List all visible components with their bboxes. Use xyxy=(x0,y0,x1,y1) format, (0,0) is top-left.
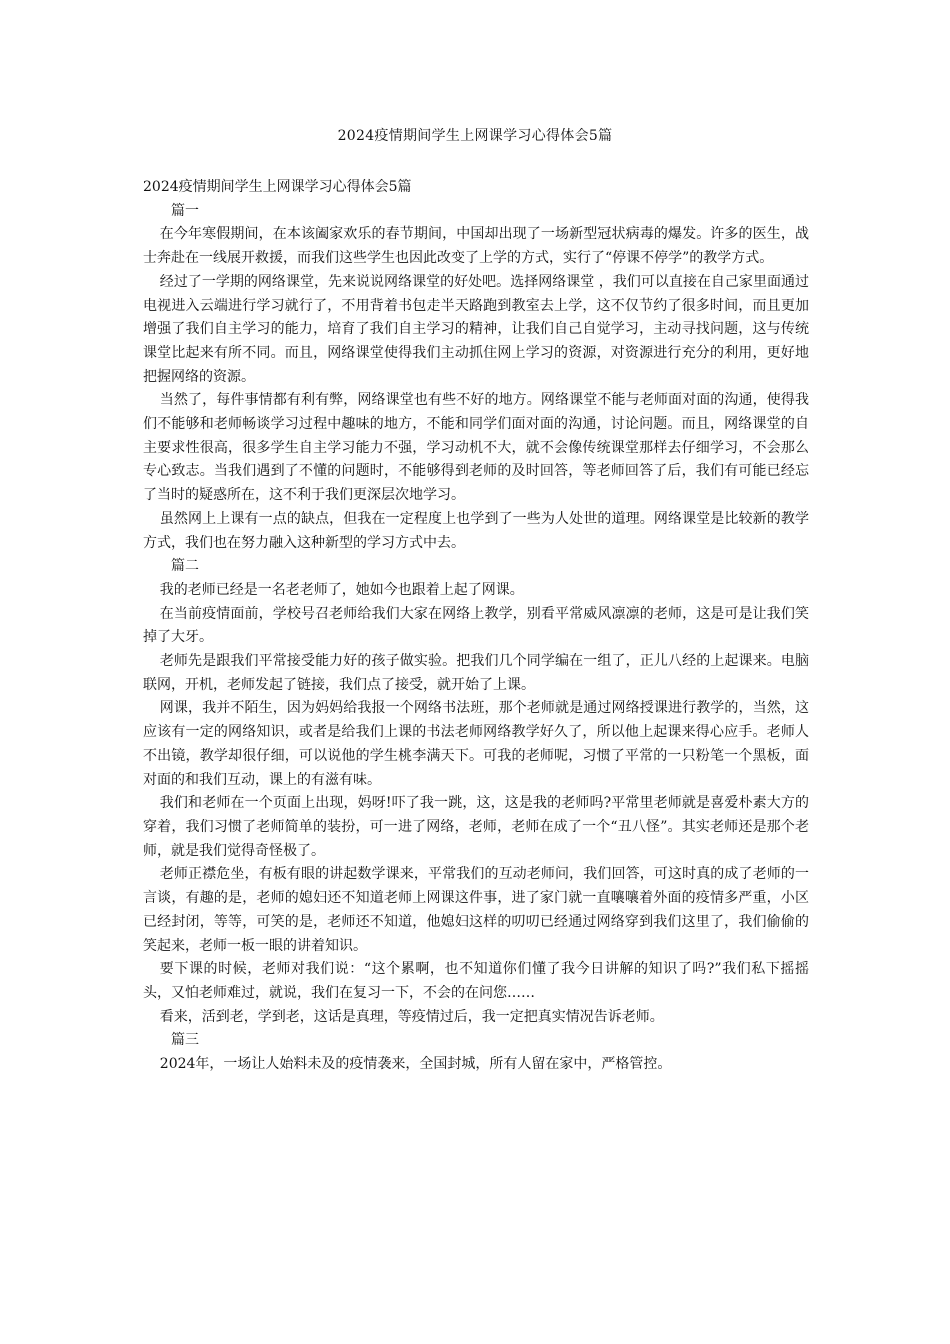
document-title: 2024疫情期间学生上网课学习心得体会5篇 xyxy=(337,128,613,144)
paragraph: 虽然网上上课有一点的缺点，但我在一定程度上也学到了一些为人处世的道理。网络课堂是比较新的教学方式，我们也在努力融入这种新型的学习方式中去。 xyxy=(143,510,809,551)
paragraph: 要下课的时候，老师对我们说：“这个累啊，也不知道你们懂了我今日讲解的知识了吗?”我们私下摇摇头，又怕老师难过，就说，我们在复习一下，不会的在问您…… xyxy=(143,961,809,1001)
paragraph: 看来，活到老，学到老，这话是真理，等疫情过后，我一定把真实情况告诉老师。 xyxy=(159,1008,664,1025)
document-subtitle: 2024疫情期间学生上网课学习心得体会5篇 xyxy=(143,179,412,195)
paragraph: 2024年，一场让人始料未及的疫情袭来，全国封城，所有人留在家中，严格管控。 xyxy=(159,1056,672,1073)
paragraph: 在当前疫情面前，学校号召老师给我们大家在网络上教学，别看平常威风凛凛的老师，这是可是让我们笑掉了大牙。 xyxy=(143,605,809,646)
document-body xyxy=(143,176,809,1077)
paragraph: 我们和老师在一个页面上出现，妈呀!吓了我一跳，这，这是我的老师吗?平常里老师就是喜爱朴素大方的穿着，我们习惯了老师简单的装扮，可一进了网络，老师，老师在成了一个“丑八怪”。其实老师还是那个老师，就是我们觉得奇怪极了。 xyxy=(143,795,809,859)
paragraph: 我的老师已经是一名老老师了，她如今也跟着上起了网课。 xyxy=(159,581,524,598)
paragraph: 在今年寒假期间，在本该阖家欢乐的春节期间，中国却出现了一场新型冠状病毒的爆发。许多的医生，战士奔赴在一线展开救援，而我们这些学生也因此改变了上学的方式，实行了“停课不停学”的教学方式。 xyxy=(143,226,809,267)
paragraph: 当然了，每件事情都有利有弊，网络课堂也有些不好的地方。网络课堂不能与老师面对面的沟通，使得我们不能够和老师畅谈学习过程中趣味的地方，不能和同学们面对面的沟通，讨论问题。而且，网络课堂的自主要求性很高，很多学生自主学习能力不强，学习动机不大，就不会像传统课堂那样去仔细学习，不会那么专心致志。当我们遇到了不懂的问题时，不能够得到老师的及时回答，等老师回答了后，我们有可能已经忘了当时的疑惑所在，这不利于我们更深层次地学习。 xyxy=(143,392,809,504)
section-heading: 篇一 xyxy=(171,202,199,219)
section-heading: 篇三 xyxy=(171,1032,199,1049)
paragraph: 经过了一学期的网络课堂，先来说说网络课堂的好处吧。选择网络课堂 ，我们可以直接在自己家里面通过电视进入云端进行学习就行了，不用背着书包走半天路跑到教室去上学，这不仅节约了很多时间，而且更加增强了我们自主学习的能力，培育了我们自主学习的精神，让我们自己自觉学习，主动寻找问题，这与传统课堂比起来有所不同。而且，网络课堂使得我们主动抓住网上学习的资源，对资源进行充分的利用，更好地把握网络的资源。 xyxy=(143,273,809,385)
paragraph: 老师先是跟我们平常接受能力好的孩子做实验。把我们几个同学编在一组了，正儿八经的上起课来。电脑联网，开机，老师发起了链接，我们点了接受，就开始了上课。 xyxy=(143,653,809,693)
paragraph: 网课，我并不陌生，因为妈妈给我报一个网络书法班，那个老师就是通过网络授课进行教学的，当然，这应该有一定的网络知识，或者是给我们上课的书法老师网络教学好久了，所以他上起课来得心应手。老师人不出镜，教学却很仔细，可以说他的学生桃李满天下。可我的老师呢，习惯了平常的一只粉笔一个黑板，面对面的和我们互动，课上的有滋有味。 xyxy=(143,700,809,788)
paragraph: 老师正襟危坐，有板有眼的讲起数学课来，平常我们的互动老师问，我们回答，可这时真的成了老师的一言谈，有趣的是，老师的媳妇还不知道老师上网课这件事，进了家门就一直嚷嚷着外面的疫情多严重，小区已经封闭，等等，可笑的是，老师还不知道，他媳妇这样的叨叨已经通过网络穿到我们这里了，我们偷偷的笑起来，老师一板一眼的讲着知识。 xyxy=(143,866,809,954)
section-heading: 篇二 xyxy=(171,558,199,575)
